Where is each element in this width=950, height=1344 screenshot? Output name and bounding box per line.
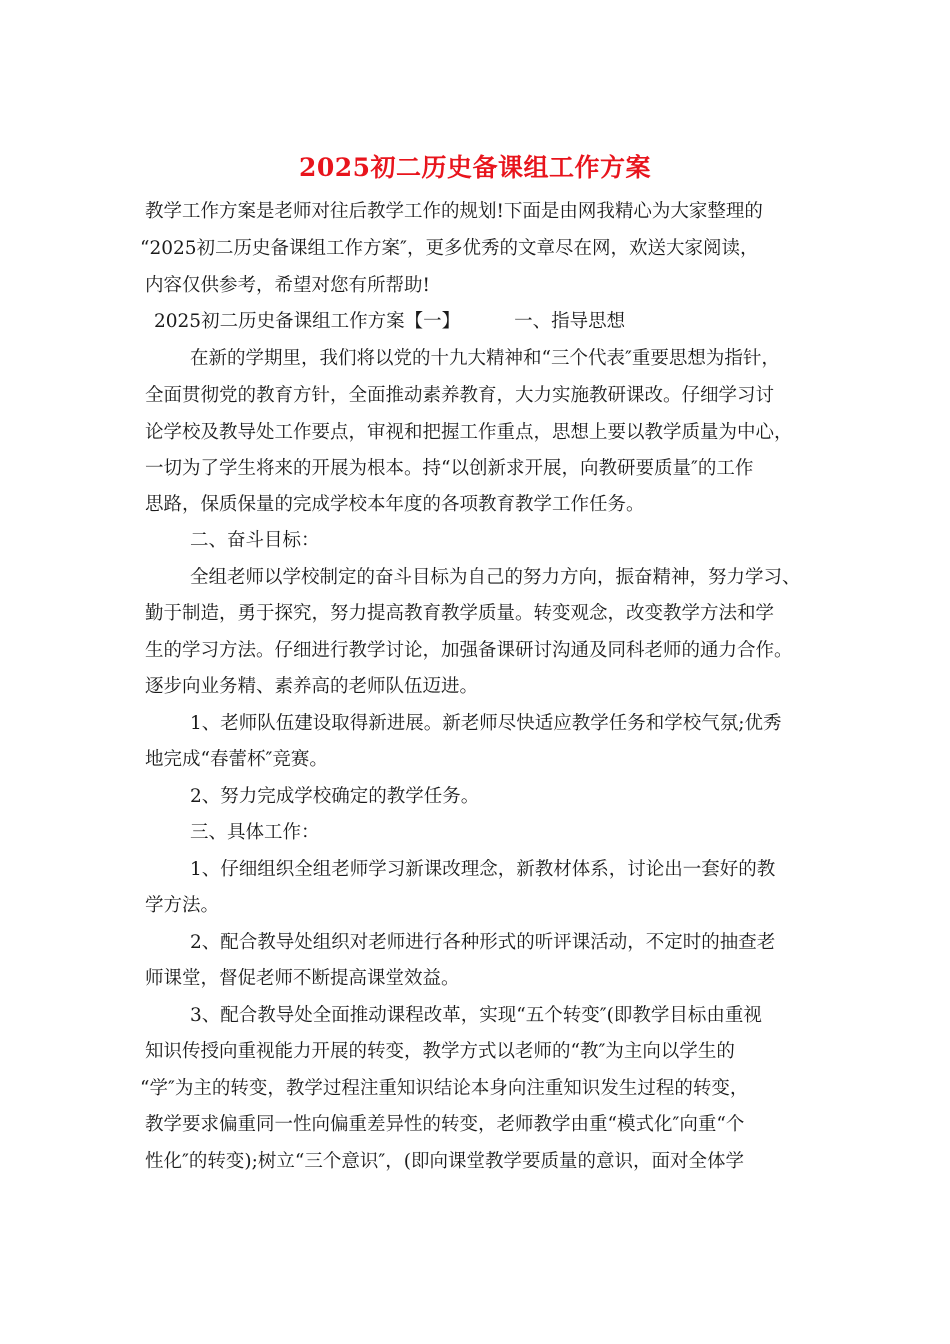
paragraph-line: 知识传授向重视能力开展的转变，教学方式以老师的“教″为主向以学生的 [145, 1041, 735, 1062]
paragraph-line: 生的学习方法。仔细进行教学讨论，加强备课研讨沟通及同科老师的通力合作。 [145, 640, 793, 661]
section-heading: 三、具体工作： [190, 822, 320, 843]
section-heading: 二、奋斗目标： [190, 530, 320, 551]
paragraph-line: 2、努力完成学校确定的教学任务。 [190, 786, 480, 807]
paragraph-line: 全面贯彻党的教育方针，全面推动素养教育，大力实施教研课改。仔细学习讨 [145, 385, 775, 406]
paragraph-line: 3、配合教导处全面推动课程改革，实现“五个转变″(即教学目标由重视 [190, 1005, 762, 1026]
paragraph-line: 1、仔细组织全组老师学习新课改理念，新教材体系，讨论出一套好的教 [190, 859, 776, 880]
paragraph-line: 逐步向业务精、素养高的老师队伍迈进。 [145, 676, 479, 697]
intro-line: 教学工作方案是老师对往后教学工作的规划!下面是由网我精心为大家整理的 [145, 201, 763, 222]
intro-line: 内容仅供参考，希望对您有所帮助! [145, 275, 430, 296]
paragraph-line: 2、配合教导处组织对老师进行各种形式的听评课活动，不定时的抽查老 [190, 932, 776, 953]
paragraph-line: 在新的学期里，我们将以党的十九大精神和“三个代表″重要思想为指针， [190, 348, 780, 369]
paragraph-line: “学″为主的转变，教学过程注重知识结论本身向注重知识发生过程的转变， [140, 1078, 749, 1099]
plan-label: 2025初二历史备课组工作方案【一】 [154, 311, 461, 332]
paragraph-line: 全组老师以学校制定的奋斗目标为自己的努力方向，振奋精神，努力学习、 [190, 567, 801, 588]
section-heading: 一、指导思想 [514, 311, 626, 332]
document-title: 2025初二历史备课组工作方案 [298, 153, 652, 182]
paragraph-line: 教学要求偏重同一性向偏重差异性的转变，老师教学由重“模式化″向重“个 [145, 1114, 745, 1135]
paragraph-line: 勤于制造，勇于探究，努力提高教育教学质量。转变观念，改变教学方法和学 [145, 603, 775, 624]
paragraph-line: 思路，保质保量的完成学校本年度的各项教育教学工作任务。 [145, 494, 645, 515]
paragraph-line: 1、老师队伍建设取得新进展。新老师尽快适应教学任务和学校气氛;优秀 [190, 713, 782, 734]
paragraph-line: 师课堂，督促老师不断提高课堂效益。 [145, 968, 460, 989]
paragraph-line: 一切为了学生将来的开展为根本。持“以创新求开展，向教研要质量″的工作 [145, 458, 754, 479]
paragraph-line: 性化″的转变);树立“三个意识″，(即向课堂教学要质量的意识，面对全体学 [145, 1151, 744, 1172]
paragraph-line: 学方法。 [145, 895, 220, 916]
intro-line: “2025初二历史备课组工作方案″，更多优秀的文章尽在网，欢送大家阅读， [140, 238, 759, 259]
section-header [154, 309, 625, 335]
paragraph-line: 论学校及教导处工作要点，审视和把握工作重点，思想上要以教学质量为中心， [145, 422, 793, 443]
paragraph-line: 地完成“春蕾杯″竞赛。 [145, 749, 328, 770]
